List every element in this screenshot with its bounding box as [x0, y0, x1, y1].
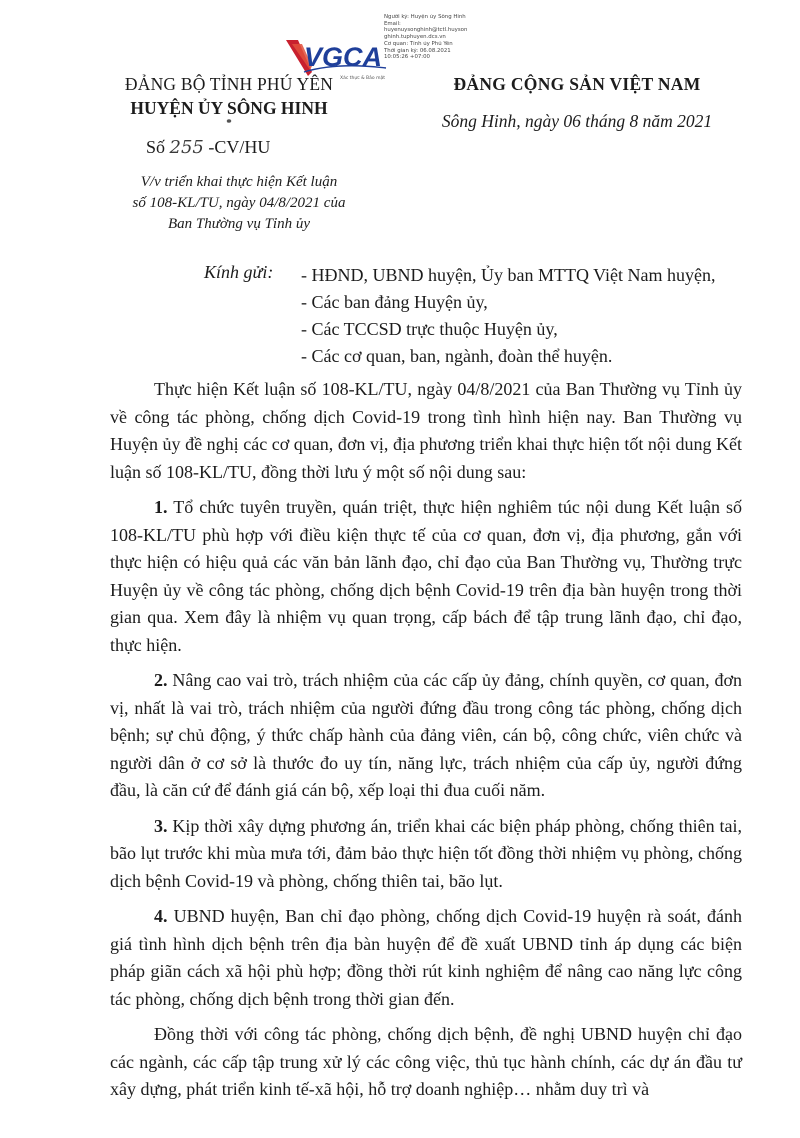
- digital-signature-stamp: [384, 14, 524, 61]
- svg-text:Xác thực & Bảo mật: Xác thực & Bảo mật: [340, 76, 385, 81]
- recipients-label: Kính gửi:: [204, 262, 274, 282]
- stamp-line: 10:05:26 +07:00: [384, 54, 430, 61]
- stamp-line: ghinh.tuphuyen.dcs.vn: [384, 34, 446, 41]
- item-text: Nâng cao vai trò, trách nhiệm của các cấp ủy đảng, chính quyền, cơ quan, đơn vị, nhất là vai trò, trách nhiệm của người đứng đầu trong công tác phòng, chống dịch bệnh; sự chủ động, ý thức chấp hành của đảng viên, cán bộ, công chức, viên chức và người dân ở cơ sở là thước đo uy tín, năng lực, trách nhiệm của cấp ủy, người đứng đầu, là căn cứ để đánh giá cán bộ, xếp loại thi đua cuối năm.: [110, 670, 743, 800]
- item-number: 3.: [154, 815, 168, 836]
- item-number: 2.: [154, 670, 168, 690]
- district-committee-name: HUYỆN ỦY SÔNG HINH: [130, 98, 328, 118]
- numbered-paragraph: [110, 903, 742, 1013]
- header-star: *: [226, 117, 232, 129]
- document-subject: [96, 172, 382, 235]
- subject-line: Ban Thường vụ Tỉnh ủy: [167, 216, 311, 232]
- recipient-item: - HĐND, UBND huyện, Ủy ban MTTQ Việt Nam huyện,: [301, 265, 716, 285]
- numbered-paragraph: [110, 667, 742, 805]
- party-name: ĐẢNG CỘNG SẢN VIỆT NAM: [453, 74, 701, 94]
- place-date: Sông Hinh, ngày 06 tháng 8 năm 2021: [441, 111, 713, 131]
- stamp-line: huyenuysonghinh@tctl.huyson: [384, 27, 468, 34]
- recipients-list: [301, 262, 716, 370]
- item-number: 1.: [154, 497, 168, 517]
- subject-line: số 108-KL/TU, ngày 04/8/2021 của: [132, 195, 346, 211]
- doc-number-value: 255: [169, 137, 204, 158]
- party-committee-name: ĐẢNG BỘ TỈNH PHÚ YÊN: [124, 74, 334, 94]
- doc-number-suffix: -CV/HU: [208, 137, 271, 157]
- numbered-paragraph: [110, 494, 742, 659]
- stamp-line: Thời gian ký: 06.08.2021: [384, 47, 451, 54]
- stamp-line: Email:: [384, 20, 401, 27]
- stamp-line: Người ký: Huyện ủy Sông Hinh: [384, 14, 466, 20]
- item-number: 4.: [154, 906, 168, 926]
- recipient-item: - Các cơ quan, ban, ngành, đoàn thể huyện.: [301, 346, 613, 366]
- document-number: [146, 137, 270, 158]
- stamp-line: Cơ quan: Tỉnh ủy Phú Yên: [384, 40, 453, 47]
- closing-paragraph: Đồng thời với công tác phòng, chống dịch bệnh, đề nghị UBND huyện chỉ đạo các ngành, các cấp tập trung xử lý các công việc, thủ tục hành chính, các dự án đầu tư xây dựng, phát triển kinh tế-xã hội, hỗ trợ doanh nghiệp… nhằm duy trì và: [110, 1024, 742, 1099]
- doc-number-prefix: Số: [146, 137, 166, 157]
- item-text: UBND huyện, Ban chỉ đạo phòng, chống dịch Covid-19 huyện rà soát, đánh giá tình hình dịch bệnh trên địa bàn huyện để đề xuất UBND tỉnh áp dụng các biện pháp giãn cách xã hội phù hợp; đồng thời rút kinh nghiệm để nâng cao năng lực công tác phòng, chống dịch bệnh trong thời gian đến.: [110, 906, 743, 1009]
- numbered-paragraph: [110, 813, 742, 896]
- item-text: Tổ chức tuyên truyền, quán triệt, thực hiện nghiêm túc nội dung Kết luận số 108-KL/TU phù hợp với điều kiện thực tế của cơ quan, đơn vị, địa phương, gắn với thực hiện có hiệu quả các văn bản lãnh đạo, chỉ đạo của Ban Thường vụ, Thường trực Huyện ủy về công tác phòng, chống dịch bệnh Covid-19 trên địa bàn huyện trong thời gian qua. Xem đây là nhiệm vụ quan trọng, cấp bách để tập trung lãnh đạo, chỉ đạo, thực hiện.: [110, 497, 742, 655]
- issuer-header: [100, 74, 358, 128]
- item-text: Kịp thời xây dựng phương án, triển khai các biện pháp phòng, chống thiên tai, bão lụt trước khi mùa mưa tới, đảm bảo thực hiện tốt đồng thời nhiệm vụ phòng, chống dịch bệnh Covid-19 và phòng, chống thiên tai, bão lụt.: [110, 815, 742, 891]
- svg-text:VGCA: VGCA: [304, 42, 383, 72]
- national-header: [412, 74, 742, 132]
- recipient-item: - Các TCCSD trực thuộc Huyện ủy,: [301, 319, 558, 339]
- subject-line: V/v triển khai thực hiện Kết luận: [140, 174, 338, 190]
- document-body: [110, 376, 742, 1104]
- intro-paragraph: Thực hiện Kết luận số 108-KL/TU, ngày 04/8/2021 của Ban Thường vụ Tỉnh ủy về công tác phòng, chống dịch Covid-19 trong tình hình hiện nay. Ban Thường vụ Huyện ủy đề nghị các cơ quan, đơn vị, địa phương triển khai thực hiện tốt nội dung Kết luận số 108-KL/TU, đồng thời lưu ý một số nội dung sau:: [110, 379, 742, 482]
- recipient-item: - Các ban đảng Huyện ủy,: [301, 292, 488, 312]
